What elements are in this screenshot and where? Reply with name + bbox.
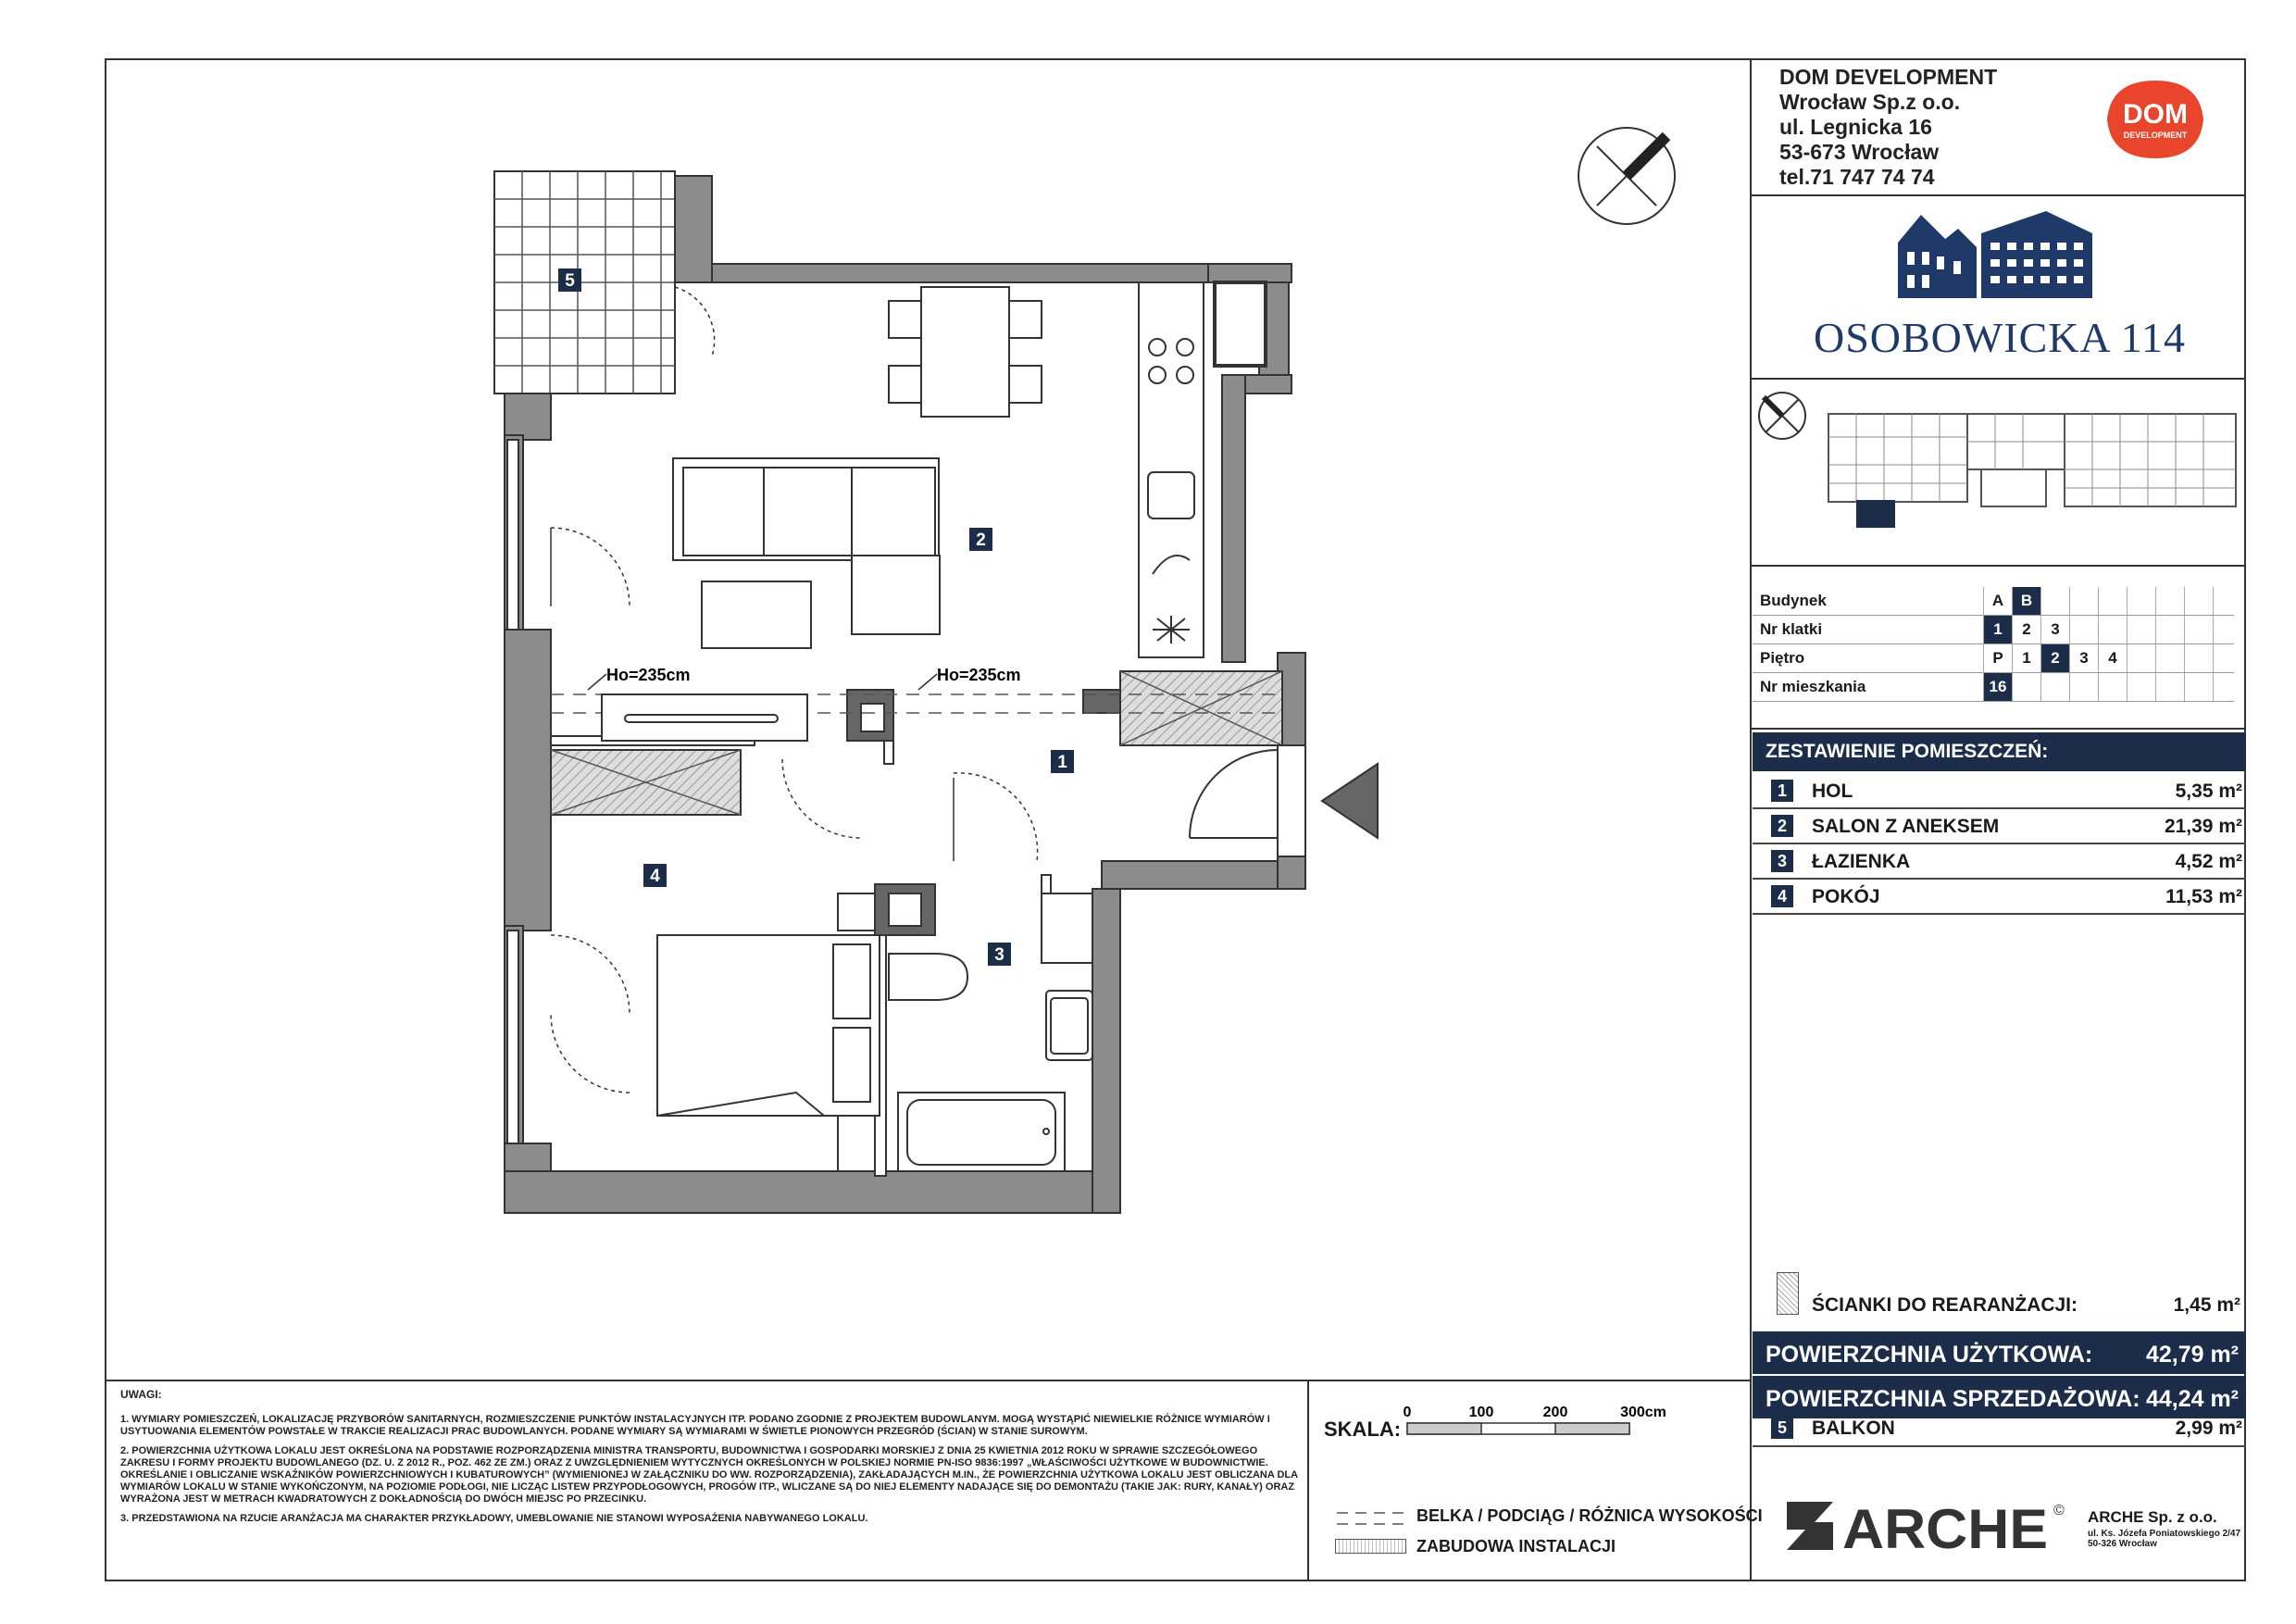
hatch-swatch-icon xyxy=(1777,1272,1799,1315)
key-plan-north-icon xyxy=(1759,393,1805,439)
apartment-info-table xyxy=(1753,587,2234,702)
scale-bar xyxy=(1403,1400,1680,1442)
installation-legend-icon xyxy=(1335,1539,1406,1554)
info-cell xyxy=(2185,673,2214,702)
company-line: DOM DEVELOPMENT xyxy=(1779,65,1998,89)
room-row xyxy=(1753,844,2246,880)
scale-label: SKALA: xyxy=(1324,1418,1402,1441)
room-badge-1: 1 xyxy=(1057,753,1067,772)
room-area: 2,99 m² xyxy=(2175,1418,2242,1439)
svg-text:©: © xyxy=(2053,1503,2065,1518)
info-cell xyxy=(2156,644,2185,673)
room-area: 21,39 m² xyxy=(2164,816,2242,837)
buildings-icon xyxy=(1879,206,2120,303)
note-item: 2. POWIERZCHNIA UŻYTKOWA LOKALU JEST OKREŚLONA NA PODSTAWIE ROZPORZĄDZENIA MINISTRA TRANSPORTU, BUDOWNICTWA I GOSPODARKI MORSKIEJ Z DNIA 25 KWIETNIA 2012 ROKU W SPRAWIE SZCZEGÓŁOWEGO ZAKRESU I FORMY PROJEKTU BUDOWLANEGO (DZ. U. Z 2012 R., POZ. 462 ZE ZM.) ORAZ Z UWZGLĘDNIENIEM WYTYCZNYCH OKREŚLONYCH W POLSKIEJ NORMIE PN-ISO 9836:1997 „WŁAŚCIWOŚCI UŻYTKOWE W BUDOWNICTWIE. OKREŚLANIE I OBLICZANIE WSKAŹNIKÓW POWIERZCHNIOWYCH I KUBATUROWYCH” (WYMIENIONEJ W ZAŁĄCZNIKU DO WW. ROZPORZĄDZENIA), ZAKŁADAJĄCYCH M.IN., ŻE POWIERZCHNIA UŻYTKOWA LOKALU JEST OBLICZANA DLA WYMIARÓW LOKALU W STANIE WYKOŃCZONYM, NA POZIOMIE PODŁOGI, NIE LICZĄC LISTEW PRZYPODŁOGOWYCH, PROGÓW ITP., WLICZANE SĄ DO NIEJ ELEMENTY NADAJĄCE SIĘ DO DEMONTAŻU (TAKIE JAK: RURY, KANAŁY) ORAZ WYRAŻONA JEST W METRACH KWADRATOWYCH Z DOKŁADNOŚCIĄ DO DWÓCH MIEJSC PO PRZECINKU. xyxy=(120,1445,1298,1505)
room-name: BALKON xyxy=(1812,1418,1895,1439)
info-cell xyxy=(2099,616,2128,644)
info-cell xyxy=(2041,587,2070,616)
scale-tick: 100 xyxy=(1468,1405,1494,1420)
room-number: 5 xyxy=(1771,1417,1793,1439)
table-divider xyxy=(1750,728,2246,730)
rooms-list xyxy=(1753,774,2246,915)
rearrangement-walls xyxy=(1753,1268,2246,1324)
bed xyxy=(657,893,880,1171)
scale-tick: 300cm xyxy=(1620,1405,1666,1420)
info-cell xyxy=(2070,673,2099,702)
room-number: 3 xyxy=(1771,850,1793,872)
info-cell xyxy=(2185,616,2214,644)
room-number: 4 xyxy=(1771,885,1793,907)
notes-title: UWAGI: xyxy=(120,1388,162,1401)
info-cell: P xyxy=(1984,644,2013,673)
info-cell-selected: 16 xyxy=(1984,673,2013,702)
info-cell xyxy=(2099,673,2128,702)
beam-legend-icon xyxy=(1335,1507,1409,1530)
info-cell xyxy=(2041,673,2070,702)
project-title: OSOBOWICKA 114 xyxy=(1813,314,2187,361)
note-item: 1. WYMIARY POMIESZCZEŃ, LOKALIZACJĘ PRZYBORÓW SANITARNYCH, ROZMIESZCZENIE PUNKTÓW INSTALACYJNYCH ITP. PODANO ZGODNIE Z PROJEKTEM BUDOWLANYM. MOGĄ WYSTĄPIĆ NIEWIELKIE RÓŻNICE WYMIARÓW I USYTUOWANIA ELEMENTÓW POWSTAŁE W TRAKCIE REALIZACJI PRAC BUDOWLANYCH. PODANE WYMIARY SĄ WYMIARAMI W ŚWIETLE PIONOWYCH PRZEGRÓD (ŚCIAN) W STANIE SUROWYM. xyxy=(120,1414,1270,1437)
info-cell: 2 xyxy=(2013,616,2041,644)
company-line: tel.71 747 74 74 xyxy=(1779,165,1935,189)
bottom-divider xyxy=(105,1380,1752,1381)
room-name: ŁAZIENKA xyxy=(1812,851,1911,872)
balcony-area xyxy=(494,171,675,394)
usable-area-label: POWIERZCHNIA UŻYTKOWA: xyxy=(1766,1342,2093,1368)
info-cell xyxy=(2156,673,2185,702)
room-badge-3: 3 xyxy=(994,945,1004,965)
sofa xyxy=(673,458,940,648)
architect-name: ARCHE Sp. z o.o. xyxy=(2088,1508,2217,1526)
info-cell xyxy=(2128,644,2156,673)
ceiling-label-left: Ho=235cm xyxy=(606,666,691,684)
info-cell: A xyxy=(1984,587,2013,616)
key-plan xyxy=(1754,381,2245,562)
info-cell: 3 xyxy=(2041,616,2070,644)
architect-address-line: 50-326 Wrocław xyxy=(2088,1539,2157,1549)
info-cell-selected: B xyxy=(2013,587,2041,616)
sale-area-label: POWIERZCHNIA SPRZEDAŻOWA: xyxy=(1766,1386,2140,1412)
arche-logo xyxy=(1778,1493,2083,1562)
notes xyxy=(120,1389,1301,1532)
dom-development-logo xyxy=(2102,77,2209,162)
key-plan-highlight xyxy=(1856,500,1895,528)
svg-text:DEVELOPMENT: DEVELOPMENT xyxy=(2123,131,2188,140)
room-area: 11,53 m² xyxy=(2165,886,2242,907)
info-row-floor xyxy=(1753,644,2234,673)
svg-text:DOM: DOM xyxy=(2123,99,2188,130)
info-label: Nr klatki xyxy=(1753,616,1984,644)
info-cell: 4 xyxy=(2099,644,2128,673)
room-row xyxy=(1753,774,2246,809)
walls-value: 1,45 m² xyxy=(2173,1294,2240,1316)
info-cell xyxy=(2214,673,2235,702)
dining-table xyxy=(889,287,1042,417)
project-divider xyxy=(1750,378,2246,380)
room-badge-2: 2 xyxy=(976,531,986,550)
info-cell xyxy=(2128,616,2156,644)
room-number: 1 xyxy=(1771,780,1793,802)
info-row-building xyxy=(1753,587,2234,616)
info-row-apartment xyxy=(1753,673,2234,702)
info-cell-selected: 1 xyxy=(1984,616,2013,644)
info-cell xyxy=(2156,587,2185,616)
info-cell xyxy=(2214,616,2235,644)
room-area: 5,35 m² xyxy=(2175,781,2242,802)
info-cell xyxy=(2128,587,2156,616)
installation-legend-label: ZABUDOWA INSTALACJI xyxy=(1416,1537,1616,1555)
info-cell xyxy=(2214,587,2235,616)
room-name: HOL xyxy=(1812,781,1853,802)
info-cell: 3 xyxy=(2070,644,2099,673)
room-number: 2 xyxy=(1771,815,1793,837)
room-name: POKÓJ xyxy=(1812,886,1880,907)
info-cell xyxy=(2185,587,2214,616)
info-cell xyxy=(2099,587,2128,616)
balcony-row xyxy=(1753,1412,2246,1447)
info-row-staircase xyxy=(1753,616,2234,644)
walls-label: ŚCIANKI DO REARANŻACJI: xyxy=(1812,1294,2078,1316)
ceiling-label-right: Ho=235cm xyxy=(937,666,1021,684)
beam-legend-label: BELKA / PODCIĄG / RÓŻNICA WYSOKOŚCI xyxy=(1416,1506,1763,1525)
room-row xyxy=(1753,880,2246,915)
kitchen-counter xyxy=(1139,282,1266,657)
room-row xyxy=(1753,809,2246,844)
room-name: SALON Z ANEKSEM xyxy=(1812,816,2000,837)
info-cell xyxy=(2013,673,2041,702)
scale-tick: 200 xyxy=(1542,1405,1568,1420)
room-area: 4,52 m² xyxy=(2175,851,2242,872)
info-label: Budynek xyxy=(1753,587,1984,616)
company-address xyxy=(1779,65,1997,190)
sidebar-divider xyxy=(1750,58,1752,1581)
company-line: ul. Legnicka 16 xyxy=(1779,115,1932,139)
info-cell: 1 xyxy=(2013,644,2041,673)
info-label: Piętro xyxy=(1753,644,1984,673)
scale-tick: 0 xyxy=(1403,1405,1412,1420)
tv-cabinet xyxy=(602,694,807,741)
info-cell xyxy=(2156,616,2185,644)
north-arrow-icon xyxy=(1578,128,1675,224)
entrance-arrow-icon xyxy=(1322,764,1378,838)
architect-address-line: ul. Ks. Józefa Poniatowskiego 2/47 xyxy=(2088,1529,2241,1539)
info-cell xyxy=(2214,644,2235,673)
keyplan-divider xyxy=(1750,565,2246,567)
note-item: 3. PRZEDSTAWIONA NA RZUCIE ARANŻACJA MA CHARAKTER PRZYKŁADOWY, UMEBLOWANIE NIE STANOWI WYPOSAŻENIA NABYWANEGO LOKALU. xyxy=(120,1513,868,1524)
company-divider xyxy=(1750,194,2246,196)
svg-text:ARCHE: ARCHE xyxy=(1842,1498,2048,1560)
room-badge-4: 4 xyxy=(650,867,660,886)
info-cell xyxy=(2185,644,2214,673)
info-cell xyxy=(2070,587,2099,616)
company-line: Wrocław Sp.z o.o. xyxy=(1779,90,1961,114)
info-cell-selected: 2 xyxy=(2041,644,2070,673)
sale-area-value: 44,24 m² xyxy=(2145,1386,2239,1412)
info-label: Nr mieszkania xyxy=(1753,673,1984,702)
architect-address xyxy=(2088,1529,2240,1549)
company-line: 53-673 Wrocław xyxy=(1779,140,1940,164)
info-cell xyxy=(2128,673,2156,702)
notes-divider xyxy=(1307,1380,1309,1581)
rooms-header: ZESTAWIENIE POMIESZCZEŃ: xyxy=(1753,732,2246,771)
usable-area-value: 42,79 m² xyxy=(2145,1342,2239,1368)
room-badge-5: 5 xyxy=(565,271,575,291)
info-cell xyxy=(2070,616,2099,644)
usable-area-bar xyxy=(1753,1331,2246,1374)
